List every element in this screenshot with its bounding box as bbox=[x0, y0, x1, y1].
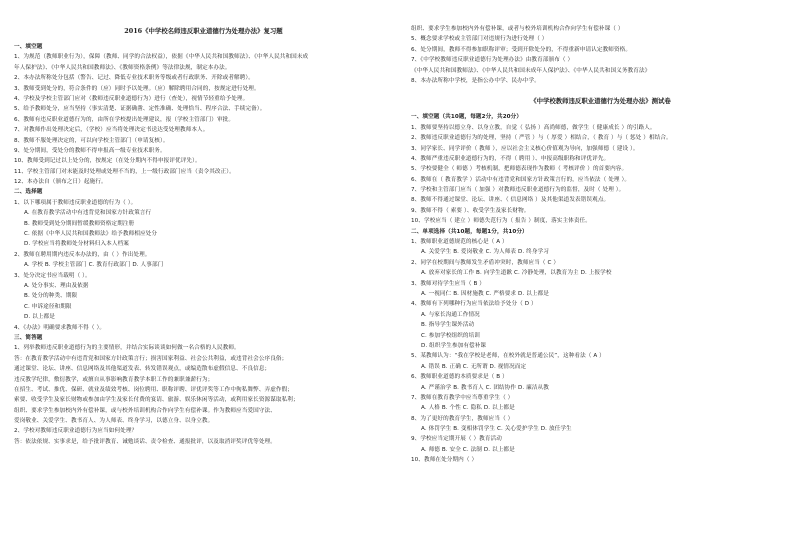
right-text-line: 7、学校和主管部门应当（ 加强 ）对教师违反职业道德行为的监督，及时（ 处理 ）。 bbox=[411, 187, 625, 194]
right-intro-line: 7、《中学校教师违反职业道德行为处理办法》由教育部颁布（ ） bbox=[411, 57, 574, 64]
right-text-line: A. 关爱学生 B. 爱岗敬业 C. 为人师表 D. 终身学习 bbox=[421, 249, 549, 256]
right-text-line: 5、学校要健全（ 师德 ）考核机制，把师德表现作为教师（ 考核评价 ）的首要内容。 bbox=[411, 166, 628, 173]
right-text-line: A. 师德 B. 安全 C. 法制 D. 以上都是 bbox=[421, 446, 515, 453]
left-text-line: A. 学校 B. 学校主管部门 C. 教育行政部门 D. 人事部门 bbox=[24, 262, 164, 269]
left-text-line: 4、学校及学校主管部门应对（教师违反职业道德行为）进行（查处），视情节轻重给予处理。 bbox=[14, 95, 249, 102]
left-text-line: 答：在教育教学活动中有违背党和国家方针政策言行；损害国家利益、社会公共利益，或违背社会公序良俗； bbox=[14, 355, 288, 362]
left-column bbox=[14, 24, 393, 547]
left-text-line: 答：依法依规、实事求是，给予批评教育、诫勉谈话、责令检查、通报批评，以及取消评奖评优等处理。 bbox=[14, 438, 276, 445]
left-text-line: 爱岗敬业、关爱学生、教书育人、为人师表、终身学习，以德立身、以身立教。 bbox=[14, 418, 214, 425]
left-text-line: 7、对教师作出处理决定后，（学校）应当将处理决定书送达受处理教师本人。 bbox=[14, 127, 209, 134]
right-text-line: A. 人格 B. 个性 C. 隐私 D. 以上都是 bbox=[421, 405, 515, 412]
right-text-line: 10、学校应当（ 建立 ）师德失范行为（ 报告 ）制度，落实主体责任。 bbox=[411, 218, 591, 225]
left-text-line: 通过课堂、论坛、讲座、信息网络及其他渠道发表、转发错误观点，或编造散布虚假信息、不良信息； bbox=[14, 366, 271, 373]
left-text-line: 2、学校对教师违反职业道德行为应当如何处理？ bbox=[14, 428, 138, 435]
left-text-line: 1、列举教师违反职业道德行为的主要情形，并结合实际谈谈如何做一名合格的人民教师。 bbox=[14, 345, 240, 352]
right-text-line: 1、教师职业道德规范的核心是（ A ） bbox=[411, 239, 508, 246]
right-text-line: A. 严谨治学 B. 教书育人 C. 团结协作 D. 廉洁从教 bbox=[421, 384, 549, 391]
right-text-line: C. 参加学校组织的培训 bbox=[421, 332, 481, 339]
left-text-line: 11、学校主管部门对未能及时处理或处理不当的，上一级行政部门应当（责令其改正）。 bbox=[14, 168, 235, 175]
left-text-line: A. 处分事实、理由及依据 bbox=[24, 282, 89, 289]
right-column bbox=[411, 24, 790, 547]
right-text-line: 2、同学在校期间与教师发生矛盾冲突时，教师应当（ C ） bbox=[411, 259, 560, 266]
left-text-line: 三、简答题 bbox=[14, 334, 43, 341]
left-text-line: C. 依据《中华人民共和国教师法》给予教师相应处分 bbox=[24, 231, 158, 238]
left-text-line: 4、《办法》明确要求教师不得（ ）。 bbox=[14, 324, 106, 331]
left-text-line: 5、给予教师处分，应当坚持（事实清楚、证据确凿、定性准确、处理恰当、程序合法、手续完备）。 bbox=[14, 106, 266, 113]
left-text-line: 1、为规范（教师职业行为），保障（教师、同学的合法权益），依据《中华人民共和国教师法》、《中华人民共和国未成 bbox=[14, 54, 309, 61]
left-text-line: B. 处分的种类、期限 bbox=[24, 293, 78, 300]
right-intro-line: 5、概念要求学校或主管部门对违规行为进行处理（ ） bbox=[411, 36, 548, 43]
left-text-line: D. 以上都是 bbox=[24, 314, 55, 321]
left-text-line: 一、填空题 bbox=[14, 44, 43, 50]
left-text-line: D. 学校应当将教师处分材料归入本人档案 bbox=[24, 241, 129, 248]
right-text-line: 5、某教师认为：“我在学校是老师，在校外就是普通公民”，这种看法（ A ） bbox=[411, 353, 605, 360]
right-intro-line: 8、本办法所称中学校，是指公办中学、民办中学。 bbox=[411, 77, 540, 84]
left-text-line: 索要、收受学生及家长财物或参加由学生及家长付费的宴请、旅游、娱乐休闲等活动，或利用家长资源谋取私利； bbox=[14, 397, 299, 404]
right-text-line: 2、教师违反职业道德行为的处理，坚持（ 严管 ）与（ 厚爱 ）相结合，（ 教育 ）与（ 惩处 ）相结合。 bbox=[411, 135, 672, 142]
left-text-line: 3、教师受到处分的，符合条件的（应）同时予以处理。（应）解除聘用合同的，按规定进行处理。 bbox=[14, 85, 260, 92]
left-text-line: B. 教师受到处分期间暂缓教师资格定期注册 bbox=[24, 220, 135, 227]
right-title: 《中学校教师违反职业道德行为处理办法》测试卷 bbox=[530, 97, 671, 106]
left-text-line: C. 申诉途径和期限 bbox=[24, 303, 72, 310]
left-text-line: 2、教师在聘用期内违反本办法的，由（ ）作出处理。 bbox=[14, 251, 151, 258]
left-text-line: 6、教师有违反职业道德行为的，由所在学校提出处理建议，报（学校主管部门）审批。 bbox=[14, 116, 235, 123]
right-text-line: 4、教师严重违反职业道德行为的，不得（ 聘用 ）、申报高级职称和评优评先。 bbox=[411, 155, 610, 162]
right-text-line: A. 体罚学生 B. 变相体罚学生 C. 关心爱护学生 D. 放任学生 bbox=[421, 426, 572, 433]
left-title: 2016《中学校名师违反职业道德行为处理办法》复习题 bbox=[124, 27, 283, 35]
right-text-line: 3、教师对待学生应当（ B ） bbox=[411, 280, 485, 287]
right-text-line: A. 错误 B. 正确 C. 无所谓 D. 视情况而定 bbox=[421, 363, 527, 370]
right-text-line: A. 放弃对家长的工作 B. 向学生道歉 C. 冷静处理，以教育为主 D. 上报学校 bbox=[421, 270, 612, 277]
right-text-line: 二、单项选择（共10题，每题1分，共10分） bbox=[411, 228, 528, 235]
right-text-line: 10、教师在处分期内（ ） bbox=[411, 457, 478, 464]
right-text-line: A. 与家长沟通工作情况 bbox=[421, 311, 480, 318]
right-text-line: 7、教师在教育教学中应当尊重学生（ ） bbox=[411, 394, 514, 401]
right-text-line: 8、教师不得通过课堂、论坛、讲座、（ 信息网络 ）及其他渠道发表错误观点。 bbox=[411, 197, 610, 204]
left-text-line: 在招生、考试、推优、保研、就业及绩效考核、岗位聘用、职称评聘、评优评奖等工作中徇私舞弊、弄虚作假； bbox=[14, 386, 293, 393]
right-text-line: B. 指导学生课外活动 bbox=[421, 322, 475, 329]
right-text-line: 8、为了更好的教育学生，教师应当（ ） bbox=[411, 415, 514, 422]
right-text-line: D. 组织学生参加有偿补课 bbox=[421, 342, 487, 349]
right-intro-line: 《中华人民共和国教师法》、《中华人民共和国未成年人保护法》、《中华人民共和国义务教育法》 bbox=[411, 67, 651, 74]
right-text-line: 6、教师在（ 教育教学 ）活动中有违背党和国家方针政策言行的，应当依法（ 处理 ）。 bbox=[411, 176, 631, 183]
left-text-line: A. 在教育教学活动中有违背党和国家方针政策言行 bbox=[24, 210, 152, 217]
right-text-line: 6、教师职业道德的本质要求是（ B ） bbox=[411, 374, 508, 381]
right-text-line: 9、教师不得（ 索要 ）、收受学生及家长财物。 bbox=[411, 207, 530, 214]
right-text-line: 3、同学家长、同学评价（ 教师 ），应以社会主义核心价值观为导向，加强师德（ 建设 ）。 bbox=[411, 145, 639, 152]
left-text-line: 二、选择题 bbox=[14, 189, 43, 196]
left-text-line: 9、处分期间，受处分的教师不得申报高一级专业技术职务。 bbox=[14, 147, 166, 154]
right-text-line: 4、教师有下列哪种行为应当依法给予处分（ D ） bbox=[411, 301, 537, 308]
left-text-line: 年人保护法》、《中华人民共和国教师法》、《教师资格条例》等法律法规，制定本办法。 bbox=[14, 64, 231, 71]
left-text-line: 违反教学纪律，敷衍教学，或擅自从事影响教育教学本职工作的兼职兼薪行为； bbox=[14, 376, 214, 383]
left-text-line: 8、教师不服处理决定的，可以向学校主管部门（申请复核）。 bbox=[14, 137, 169, 144]
right-intro-line: 6、处分期间，教师不得参加职称评审；受到开除处分的，不得重新申请认定教师资格。 bbox=[411, 46, 632, 53]
left-text-line: 10、教师受到记过以上处分的，按规定（在处分期内不得申报评优评先）。 bbox=[14, 158, 201, 165]
left-text-line: 2、本办法所称处分包括（警告、记过、降低专业技术职务等级或者行政职务、开除或者解聘）。 bbox=[14, 75, 254, 82]
left-text-line: 3、处分决定书应当载明（ ）。 bbox=[14, 272, 91, 279]
right-text-line: A. 一视同仁 B. 因材施教 C. 严格要求 D. 以上都是 bbox=[421, 290, 549, 297]
right-text-line: 一、填空题（共10题，每题2分，共20分） bbox=[411, 114, 523, 121]
right-text-line: 9、学校应当定期开展（ ）教育活动 bbox=[411, 436, 502, 443]
left-text-line: 1、以下哪项属于教师违反职业道德的行为（ ）。 bbox=[14, 199, 137, 206]
right-text-line: 1、教师要坚持以德立身、以身立教，自觉（ 弘扬 ）高尚师德，做学生（ 健康成长 ）的引路人。 bbox=[411, 124, 656, 131]
left-text-line: 组织、要求学生参加校内外有偿补课，或与校外培训机构合作向学生有偿补课。作为教师应当爱国守法、 bbox=[14, 407, 276, 414]
right-intro-line: 组织、要求学生参加校内外有偿补课，或者与校外培训机构合作向学生有偿补课（ ） bbox=[411, 26, 624, 32]
left-text-line: 12、本办法自（颁布之日）起施行。 bbox=[14, 179, 107, 186]
